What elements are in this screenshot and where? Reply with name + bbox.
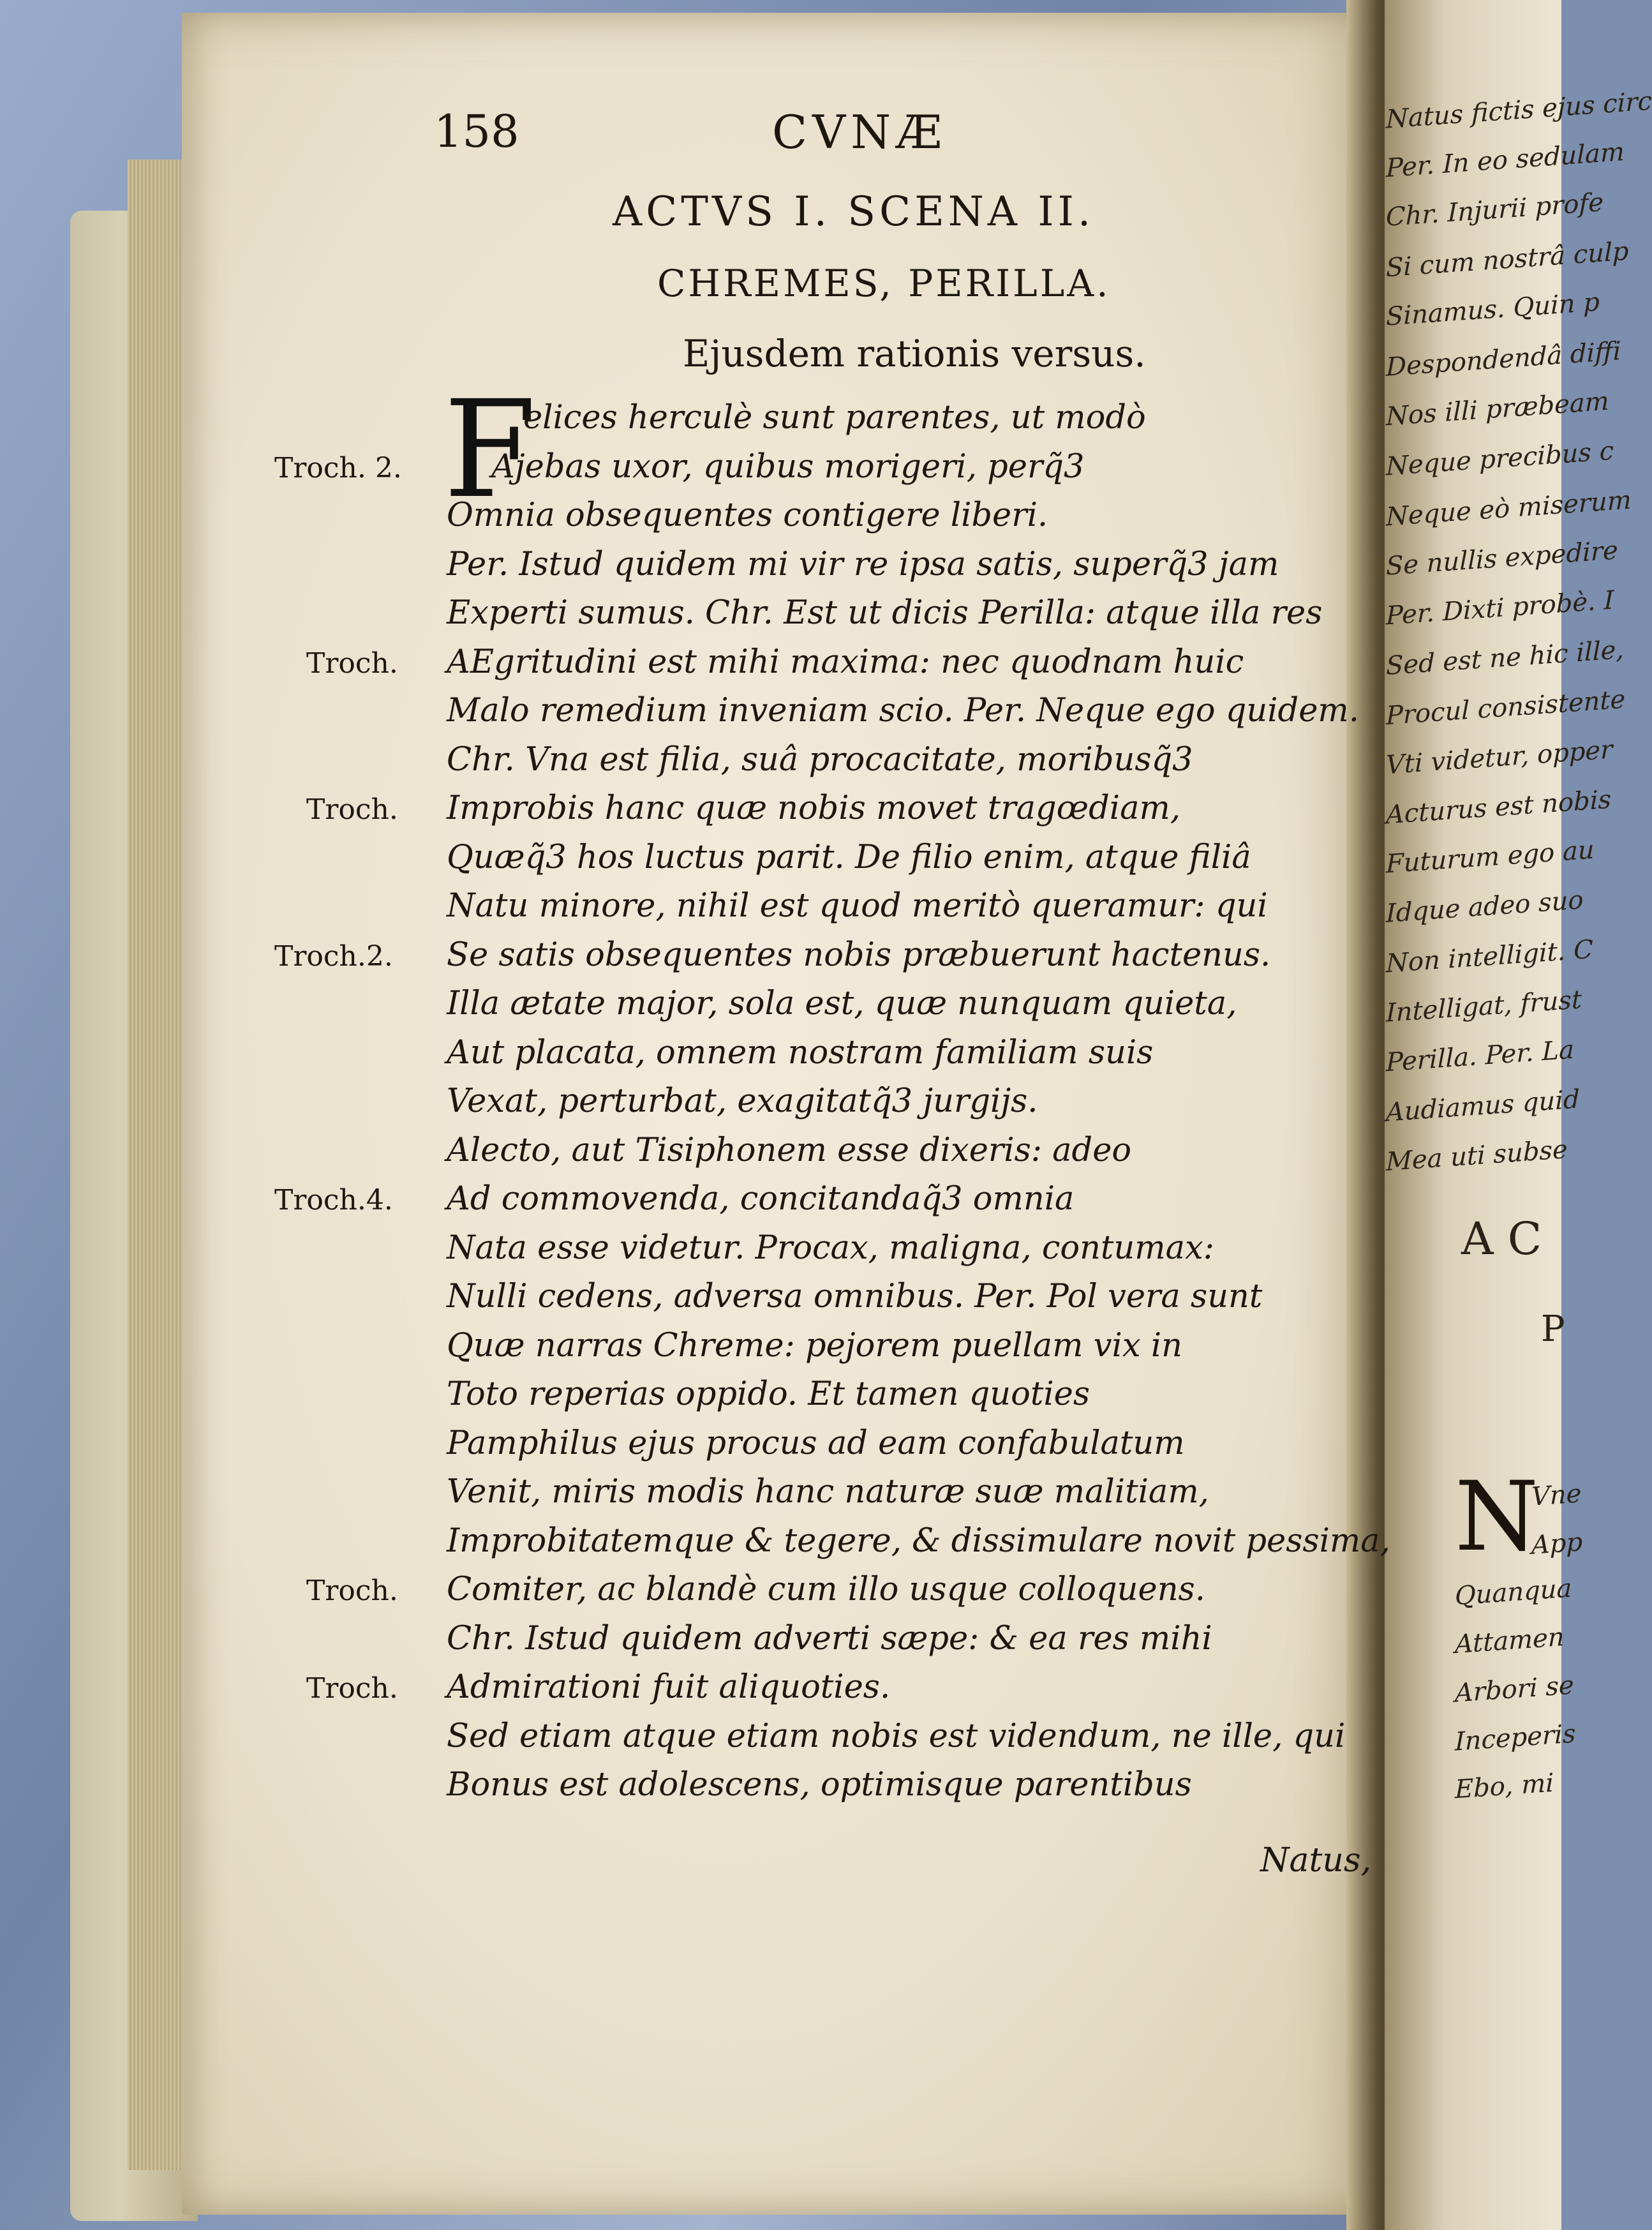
facing-line: Arbori se (1455, 1670, 1574, 1709)
facing-line: Chr. Injurii profe (1386, 188, 1604, 232)
verse-line: Quæq̃3 hos luctus parit. De filio enim, atque filiâ (447, 838, 1251, 876)
facing-line: Se nullis expedire (1386, 535, 1618, 581)
margin-note: Troch.2. (274, 939, 393, 973)
verse-line: Ad commovenda, concitandaq̃3 omnia (447, 1180, 1075, 1218)
verse-line: Malo remedium inveniam scio. Per. Neque ego quidem. (447, 692, 1359, 730)
verse-line: Venit, miris modis hanc naturæ suæ malitiam, (447, 1473, 1209, 1511)
verse-line: Admirationi fuit aliquoties. (447, 1668, 891, 1706)
margin-note: Troch. (306, 1575, 398, 1607)
facing-line: Per. In eo sedulam (1386, 137, 1625, 184)
facing-subheading: P (1541, 1308, 1565, 1350)
facing-line: Nos illi præbeam (1386, 386, 1609, 432)
margin-note: Troch. (306, 647, 398, 680)
verse-line: Improbis hanc quæ nobis movet tragœdiam, (447, 789, 1181, 827)
facing-line: Neque precibus c (1386, 436, 1614, 482)
verse-line: AEgritudini est mihi maxima: nec quodnam huic (447, 643, 1244, 681)
verse-line: Natu minore, nihil est quod meritò queramur: qui (447, 887, 1268, 925)
facing-line: Vne (1531, 1479, 1582, 1512)
margin-note: Troch. (306, 793, 398, 826)
facing-line: Sinamus. Quin p (1386, 287, 1600, 332)
verse-line: Chr. Istud quidem adverti sæpe: & ea res mihi (447, 1619, 1212, 1658)
verse-line: Illa ætate major, sola est, quæ nunquam quieta, (447, 985, 1237, 1022)
facing-line: Intelligat, frust (1386, 985, 1582, 1028)
verse-line: Nulli cedens, adversa omnibus. Per. Pol vera sunt (447, 1278, 1263, 1315)
facing-line: Si cum nostrâ culp (1386, 236, 1629, 283)
verse-line: Se satis obsequentes nobis præbuerunt hactenus. (447, 936, 1271, 974)
facing-line: Inceperis (1455, 1719, 1576, 1757)
verse-line: Vexat, perturbat, exagitatq̃3 jurgijs. (447, 1082, 1038, 1120)
facing-line: Despondendâ diffi (1386, 336, 1621, 382)
facing-drop-cap: N (1455, 1462, 1539, 1573)
verse-line: Aut placata, omnem nostram familiam suis (447, 1033, 1154, 1072)
facing-line: Attamen (1455, 1622, 1565, 1659)
facing-line: Sed est ne hic ille, (1386, 634, 1624, 682)
persons-heading: CHREMES, PERILLA. (657, 262, 1111, 305)
verse-line: Chr. Vna est filia, suâ procacitate, moribusq̃3 (447, 740, 1193, 779)
running-title: CVNÆ (772, 105, 948, 159)
facing-line: Per. Dixti probè. I (1386, 585, 1614, 631)
facing-line: Idque adeo suo (1386, 885, 1584, 929)
act-title: ACTVS I. SCENA II. (613, 188, 1095, 236)
facing-line: Vti videtur, opper (1386, 735, 1613, 781)
margin-note: Troch. (306, 1672, 398, 1705)
facing-line: Audiamus quid (1386, 1084, 1580, 1128)
verse-line: Toto reperias oppido. Et tamen quoties (447, 1375, 1090, 1413)
verse-line: Per. Istud quidem mi vir re ipsa satis, superq̃3 jam (447, 545, 1279, 583)
drop-cap: F (443, 371, 537, 528)
verse-line: Alecto, aut Tisiphonem esse dixeris: adeo (447, 1131, 1132, 1169)
facing-line: Natus fictis ejus circ (1386, 86, 1652, 135)
verse-line: Ajebas uxor, quibus morigeri, perq̃3 (491, 447, 1085, 486)
catchword: Natus, (1260, 1841, 1372, 1880)
facing-line: Non intelligit. C (1386, 934, 1593, 979)
verse-line: Pamphilus ejus procus ad eam confabulatum (447, 1424, 1185, 1462)
facing-heading: A C (1461, 1213, 1542, 1265)
margin-note: Troch.4. (274, 1184, 393, 1216)
verse-line: Comiter, ac blandè cum illo usque colloquens. (447, 1571, 1205, 1608)
verse-note: Ejusdem rationis versus. (683, 332, 1146, 375)
facing-line: Procul consistente (1386, 684, 1626, 731)
facing-line: Acturus est nobis (1386, 784, 1612, 830)
verse-line: Nata esse videtur. Procax, maligna, contumax: (447, 1229, 1214, 1267)
page-number: 158 (434, 105, 519, 158)
facing-page (1385, 0, 1652, 2230)
verse-line: Improbitatemque & tegere, & dissimulare novit pessima, (447, 1522, 1390, 1560)
verse-line: Sed etiam atque etiam nobis est videndum, ne ille, qui (447, 1717, 1346, 1755)
verse-line: Quæ narras Chreme: pejorem puellam vix in (447, 1326, 1182, 1365)
verse-line: elices herculè sunt parentes, ut modò (523, 399, 1146, 437)
verse-line: Omnia obsequentes contigere liberi. (447, 497, 1048, 534)
facing-line: Mea uti subse (1386, 1135, 1568, 1177)
facing-line: App (1531, 1527, 1583, 1560)
facing-line: Perilla. Per. La (1386, 1035, 1574, 1078)
facing-line: Quanqua (1455, 1573, 1572, 1612)
margin-note: Troch. 2. (274, 451, 402, 484)
facing-line: Neque eò miserum (1386, 485, 1632, 532)
verse-line: Bonus est adolescens, optimisque parentibus (447, 1766, 1192, 1804)
facing-line: Ebo, mi (1455, 1768, 1554, 1805)
verse-line: Experti sumus. Chr. Est ut dicis Perilla: atque illa res (447, 594, 1323, 632)
facing-line: Futurum ego au (1386, 835, 1595, 879)
